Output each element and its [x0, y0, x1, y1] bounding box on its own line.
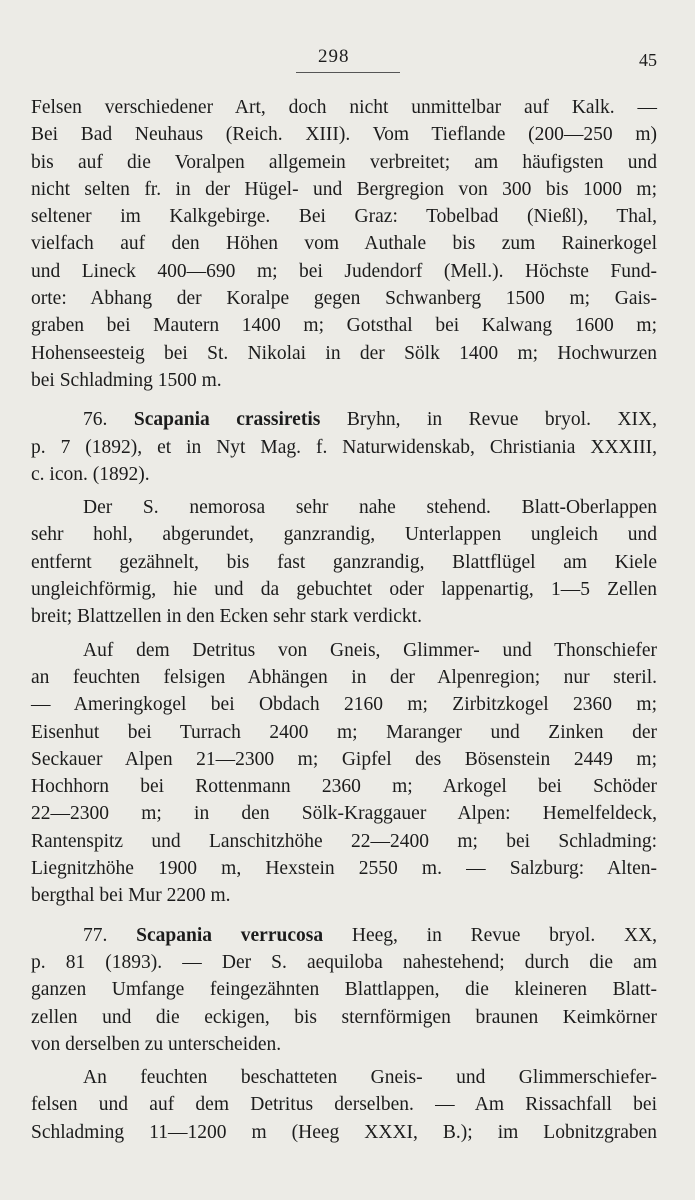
- species-name: Scapania crassiretis: [133, 409, 321, 431]
- text-line: bergthal bei Mur 2200 m.: [31, 885, 231, 907]
- species-77-entry: [31, 922, 657, 1058]
- species-citation: Bryhn, in Revue bryol. XIX,: [346, 409, 657, 431]
- text-line: Schladming 11—1200 m (Heeg XXXI, B.); im Lobnitzgraben: [31, 1121, 657, 1143]
- text-line: An feuchten beschatteten Gneis- und Glimmerschiefer-: [83, 1067, 657, 1089]
- text-line: Auf dem Detritus von Gneis, Glimmer- und Thonschiefer: [83, 639, 657, 661]
- species-76-habitat: [31, 637, 657, 910]
- page-header: [0, 46, 695, 76]
- text-line: sehr hohl, abgerundet, ganzrandig, Unterlappen ungleich und: [31, 524, 657, 546]
- species-number: 77.: [83, 924, 108, 946]
- species-number: 76.: [83, 409, 108, 431]
- text-line: breit; Blattzellen in den Ecken sehr stark verdickt.: [31, 606, 422, 628]
- page-number-right: 45: [639, 50, 657, 70]
- text-line: graben bei Mautern 1400 m; Gotsthal bei Kalwang 1600 m;: [31, 315, 657, 337]
- text-line: zellen und die eckigen, bis sternförmigen braunen Keimkörner: [31, 1006, 657, 1028]
- text-line: seltener im Kalkgebirge. Bei Graz: Tobelbad (Nießl), Thal,: [31, 206, 657, 228]
- text-line: Bei Bad Neuhaus (Reich. XIII). Vom Tieflande (200—250 m): [31, 124, 657, 146]
- paragraph-continuation: [31, 94, 657, 394]
- text-line: an feuchten felsigen Abhängen in der Alpenregion; nur steril.: [31, 666, 657, 688]
- text-line: c. icon. (1892).: [31, 463, 150, 485]
- text-line: p. 7 (1892), et in Nyt Mag. f. Naturwidenskab, Christiania XXXIII,: [31, 436, 657, 458]
- text-line: Eisenhut bei Turrach 2400 m; Maranger und Zinken der: [31, 721, 657, 743]
- text-line: von derselben zu unterscheiden.: [31, 1033, 282, 1055]
- text-line: Rantenspitz und Lanschitzhöhe 22—2400 m; bei Schladming:: [31, 830, 657, 852]
- body-text: [31, 94, 657, 1146]
- text-line: nicht selten fr. in der Hügel- und Bergregion von 300 bis 1000 m;: [31, 178, 657, 200]
- text-line: bei Schladming 1500 m.: [31, 369, 222, 391]
- species-name: Scapania verrucosa: [136, 924, 324, 946]
- text-line: und Lineck 400—690 m; bei Judendorf (Mell.). Höchste Fund-: [31, 260, 657, 282]
- species-76-description: [31, 494, 657, 630]
- text-line: — Ameringkogel bei Obdach 2160 m; Zirbitzkogel 2360 m;: [31, 694, 657, 716]
- text-line: Der S. nemorosa sehr nahe stehend. Blatt-Oberlappen: [83, 497, 657, 519]
- header-rule: [296, 72, 400, 73]
- text-line: ungleichförmig, hie und da gebuchtet oder lappenartig, 1—5 Zellen: [31, 579, 657, 601]
- text-line: Hohenseesteig bei St. Nikolai in der Sölk 1400 m; Hochwurzen: [31, 342, 657, 364]
- species-77-heading: [31, 922, 657, 949]
- page-number-center: 298: [318, 46, 350, 67]
- text-line: Liegnitzhöhe 1900 m, Hexstein 2550 m. — Salzburg: Alten-: [31, 858, 657, 880]
- text-line: felsen und auf dem Detritus derselben. — Am Rissachfall bei: [31, 1094, 657, 1116]
- text-line: Felsen verschiedener Art, doch nicht unmittelbar auf Kalk. —: [31, 97, 657, 118]
- species-76-entry: [31, 406, 657, 488]
- species-citation: Heeg, in Revue bryol. XX,: [351, 924, 658, 946]
- species-77-habitat: [31, 1064, 657, 1146]
- species-76-heading: [31, 406, 657, 433]
- text-line: p. 81 (1893). — Der S. aequiloba nahestehend; durch die am: [31, 951, 657, 973]
- text-line: entfernt gezähnelt, bis fast ganzrandig, Blattflügel am Kiele: [31, 551, 657, 573]
- text-line: vielfach auf den Höhen vom Authale bis zum Rainerkogel: [31, 233, 657, 255]
- text-line: orte: Abhang der Koralpe gegen Schwanberg 1500 m; Gais-: [31, 288, 657, 310]
- text-line: ganzen Umfange feingezähnten Blattlappen, die kleineren Blatt-: [31, 979, 657, 1001]
- text-line: Seckauer Alpen 21—2300 m; Gipfel des Bösenstein 2449 m;: [31, 748, 657, 770]
- text-line: Hochhorn bei Rottenmann 2360 m; Arkogel bei Schöder: [31, 776, 657, 798]
- text-line: 22—2300 m; in den Sölk-Kraggauer Alpen: Hemelfeldeck,: [31, 803, 657, 825]
- text-line: bis auf die Voralpen allgemein verbreitet; am häufigsten und: [31, 151, 657, 173]
